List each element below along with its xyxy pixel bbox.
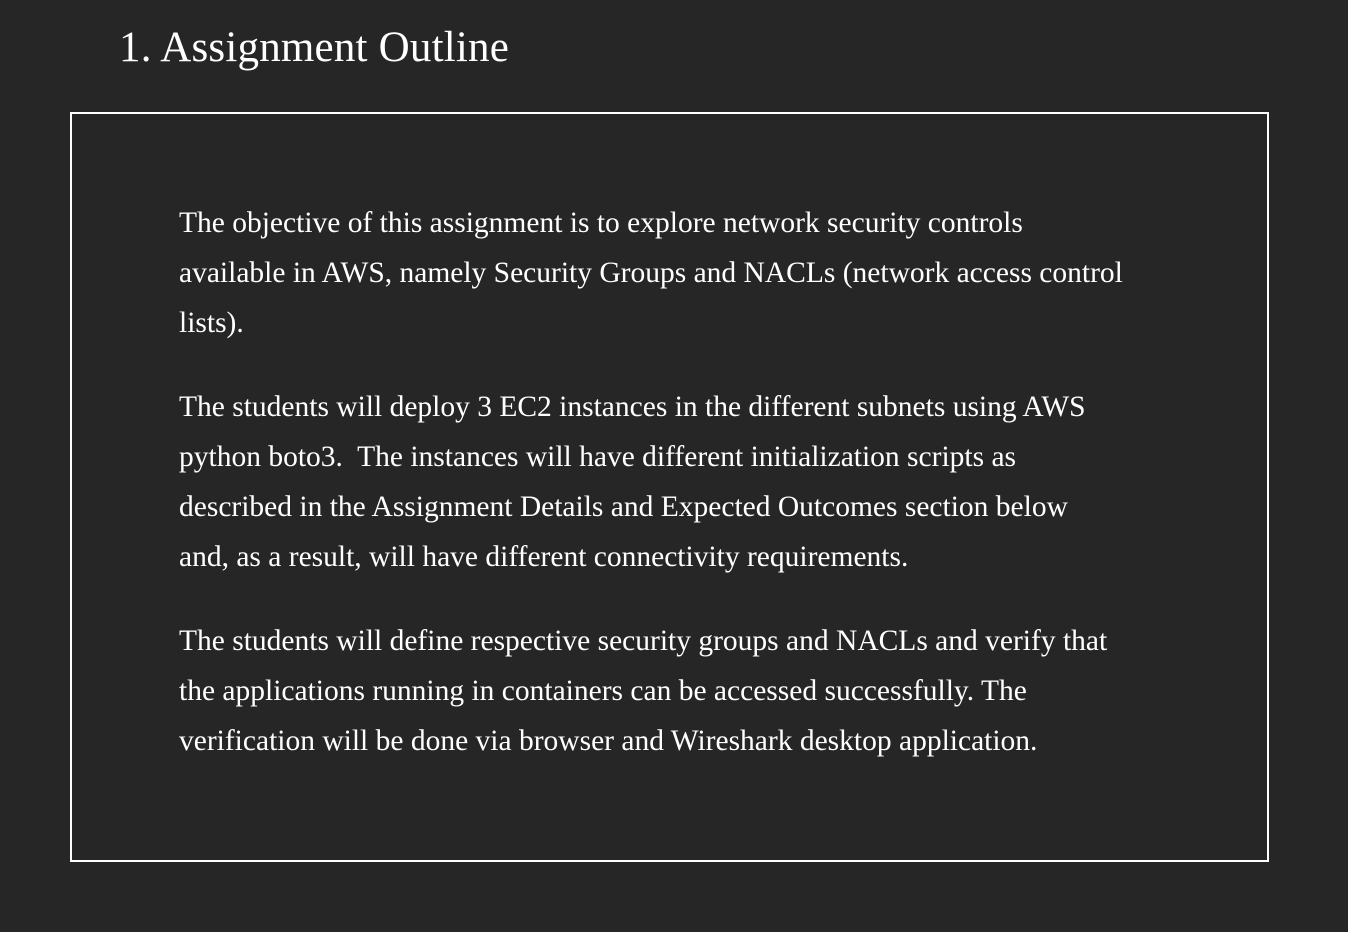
- paragraph-line: python boto3. The instances will have different initialization scripts as: [179, 441, 1017, 473]
- objective-paragraph: [179, 198, 1264, 348]
- outline-content: [179, 198, 1264, 800]
- paragraph-line: verification will be done via browser and Wireshark desktop application.: [179, 725, 1038, 757]
- paragraph-line: described in the Assignment Details and Expected Outcomes section below: [179, 491, 1068, 523]
- paragraph-line: lists).: [179, 307, 244, 339]
- paragraph-line: The students will define respective security groups and NACLs and verify that: [179, 625, 1108, 657]
- section-heading: 1. Assignment Outline: [119, 24, 510, 71]
- paragraph-line: The objective of this assignment is to explore network security controls: [179, 207, 1023, 239]
- verification-paragraph: [179, 616, 1264, 766]
- deployment-paragraph: [179, 382, 1264, 582]
- assignment-outline-box: [70, 112, 1269, 862]
- paragraph-line: and, as a result, will have different connectivity requirements.: [179, 541, 909, 573]
- paragraph-line: the applications running in containers can be accessed successfully. The: [179, 675, 1027, 707]
- paragraph-line: available in AWS, namely Security Groups and NACLs (network access control: [179, 257, 1123, 289]
- paragraph-line: The students will deploy 3 EC2 instances in the different subnets using AWS: [179, 391, 1086, 423]
